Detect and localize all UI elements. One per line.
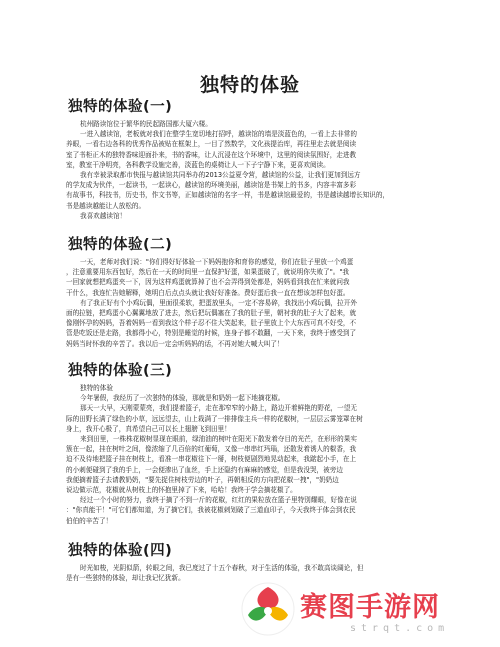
paragraph-line: 我便摘着篮子去请教奶奶，"要先捉住树枝劳边的叶子，再朝相反的方向把花椒一拽"，"奶奶边 — [66, 475, 339, 484]
section-heading-1: 独特的体验(一) — [68, 99, 173, 115]
paragraph-line: 管是吃饭还是走路，我都得小心，特别是睡觉的时候，连身子都不敢翻，一天下来，我终于感受到了 — [66, 329, 357, 338]
paragraph-line: 独特的体验 — [80, 384, 113, 392]
paragraph-line: 迫不及待地把篮子挂在树枝上，看准一串花椒往下一掰，树枝便剧烈地晃动起来，我踮起小手，在上 — [66, 455, 357, 464]
paragraph-line: 书是越读越能让人放松的。 — [66, 201, 146, 210]
paragraph-line: 我喜欢越读馆！ — [80, 211, 127, 220]
site-watermark — [240, 575, 498, 647]
paragraph-line: 的小刺便碰到了我的手上，一会便渗出了血丝，手上还隐约有麻麻的感觉，但是我没哭，被旁边 — [66, 465, 343, 474]
paragraph-line: 今年暑假，我经历了一次独特的体验，那就是和奶奶一起下地摘花椒。 — [80, 394, 285, 403]
paragraph-line: 来到田里，一株株花椒树显现在眼前，绿油油的树叶在阳光下散发着夺目的光芒，在形形的果实 — [80, 435, 357, 444]
section-heading-2: 独特的体验(二) — [68, 237, 173, 253]
paragraph-line: 的学友成为伙伴，一起读书，一起读心，越读馆的环境美丽，越读馆是书架上的书多，内容丰富多彩 — [66, 181, 357, 190]
paragraph-line: 说边做示范，花椒就从树枝上的怀抱里掉了下来，哈哈！我终于学会摘花椒了。 — [66, 486, 297, 495]
paragraph-line: 伯伯的辛苦了！ — [66, 516, 113, 525]
paragraph-line: 室了书柜正木的独特香味迎面扑来，书的香味，让人沉浸在这个环境中，这里的阅读氛围好，走进教 — [66, 150, 357, 159]
paragraph-line: ，注意重要用东西包好，然后在一天的时间里一直保护好蛋，如果蛋破了，就说明你失败了"。"我 — [66, 268, 350, 277]
paragraph-line: 有故事书，科技书，历史书，作文书等，正如越读馆的名字一样，书是越读馆最爱的，书是越读越增长知识的， — [66, 191, 390, 200]
section-body-3 — [66, 383, 444, 526]
paragraph-line: 面的拉链，把鸡蛋小心翼翼地放了进去，然后把玩偶塞在了我的肚子里，朝衬我的肚子大了起来，就 — [66, 309, 357, 318]
paragraph-line: 簇在一起，挂在树叶之间，像浓缩了几百倍的红葡萄，又像一串串红玛瑙，还散发着诱人的椒香，我 — [66, 445, 357, 454]
section-body-1 — [66, 119, 444, 221]
paragraph-line: 室，教室干净明亮，各科教学设施完善，淡蓝色的桌椅让人一下子宁静下来，更喜欢阅读。 — [66, 160, 330, 169]
watermark-brand: 赛图手游网 — [300, 592, 440, 623]
section-heading-3: 独特的体验(三) — [68, 363, 173, 379]
paragraph-line: 像刚怀孕的妈妈，吾着妈妈一看到我这个样子忍不住大笑起来，肚子里放上个大东西可真不好受，不 — [66, 319, 357, 328]
paragraph-line: 一回家就想把鸡蛋夹一下，因为这样鸡蛋就算掉了也不会弄得到处都是，妈妈看到我在忙来就问我 — [66, 278, 350, 287]
paragraph-line: 时光如梭，光阴似箭，转眼之间，我已度过了十五个春秋，对于生活的体验，我不敢高谈阔论，但 — [80, 564, 364, 572]
section-body-2 — [66, 257, 444, 349]
paragraph-line: 际的田野长满了绿色的小草，远远望去，山上栽满了一排排像主兵一样的花椒树，一层层云雾笼罩在树 — [66, 414, 363, 423]
paragraph-line: 经过一个小时的努力，我终于摘了不到一斤的花椒，红红的果粒放在篮子里特别耀眼，好像在说 — [80, 496, 357, 505]
leaf-logo-icon — [240, 581, 296, 637]
paragraph-line: 身上，我开心极了，真希望自己可以长上翅膀飞到田里！ — [66, 424, 231, 433]
paragraph-line: 是有一些独特的体验，却让我记忆犹新。 — [66, 574, 185, 583]
section-heading-4: 独特的体验(四) — [68, 543, 173, 559]
paragraph-line: 一进入越读馆，老板就对我们在整学生宽切地打招呼，越读馆的墙是淡蓝色的，一看上去非常的 — [80, 130, 357, 139]
paragraph-line: 杭州路读馆位于繁华的民起路国都大厦六楼。 — [80, 120, 212, 128]
watermark-url: strqt.com — [350, 623, 450, 634]
paragraph-line: ："你真能干！"可它们都知道，为了摘它们，我被花椒刺划破了三道血印子，今天我终于体会到农民 — [66, 506, 356, 515]
paragraph-line: 养眼，一看右边各科的优秀作品被贴在框架上，一目了然数学，文化孩提治库，再往里走去就是阅读 — [66, 140, 357, 149]
page-title: 独特的体验 — [199, 74, 300, 96]
paragraph-line: 干什么，我连忙告她解释，她明白后点点头就让我好好准备。费好蛋后我一直在想该怎样包好蛋。 — [66, 288, 350, 297]
paragraph-line: 那天一大早，天刚蒙蒙亮，我们提着篮子，走在那窄窄的小路上，路边开着鲜艳的野花，一望无 — [80, 404, 357, 413]
paragraph-line: 我有幸被录取都市快报与越读馆共同举办的2013公益夏令营，越读馆的公益，让我们更加到远方 — [80, 171, 361, 180]
paragraph-line: 有了我正好有个小鸡玩偶，里面很柔软，把蛋放里头，一定不容易碎，我找出小鸡玩偶，拉开外 — [80, 298, 357, 307]
paragraph-line: 一天，老师对我们说："你们得好好体验一下妈妈抱你和育你的感觉，你们在肚子里放一个鸡蛋 — [80, 258, 354, 266]
paragraph-line: 妈妈当时怀我的辛苦了。我以后一定会听妈妈的话，不再对她大喊大叫了！ — [66, 339, 284, 348]
